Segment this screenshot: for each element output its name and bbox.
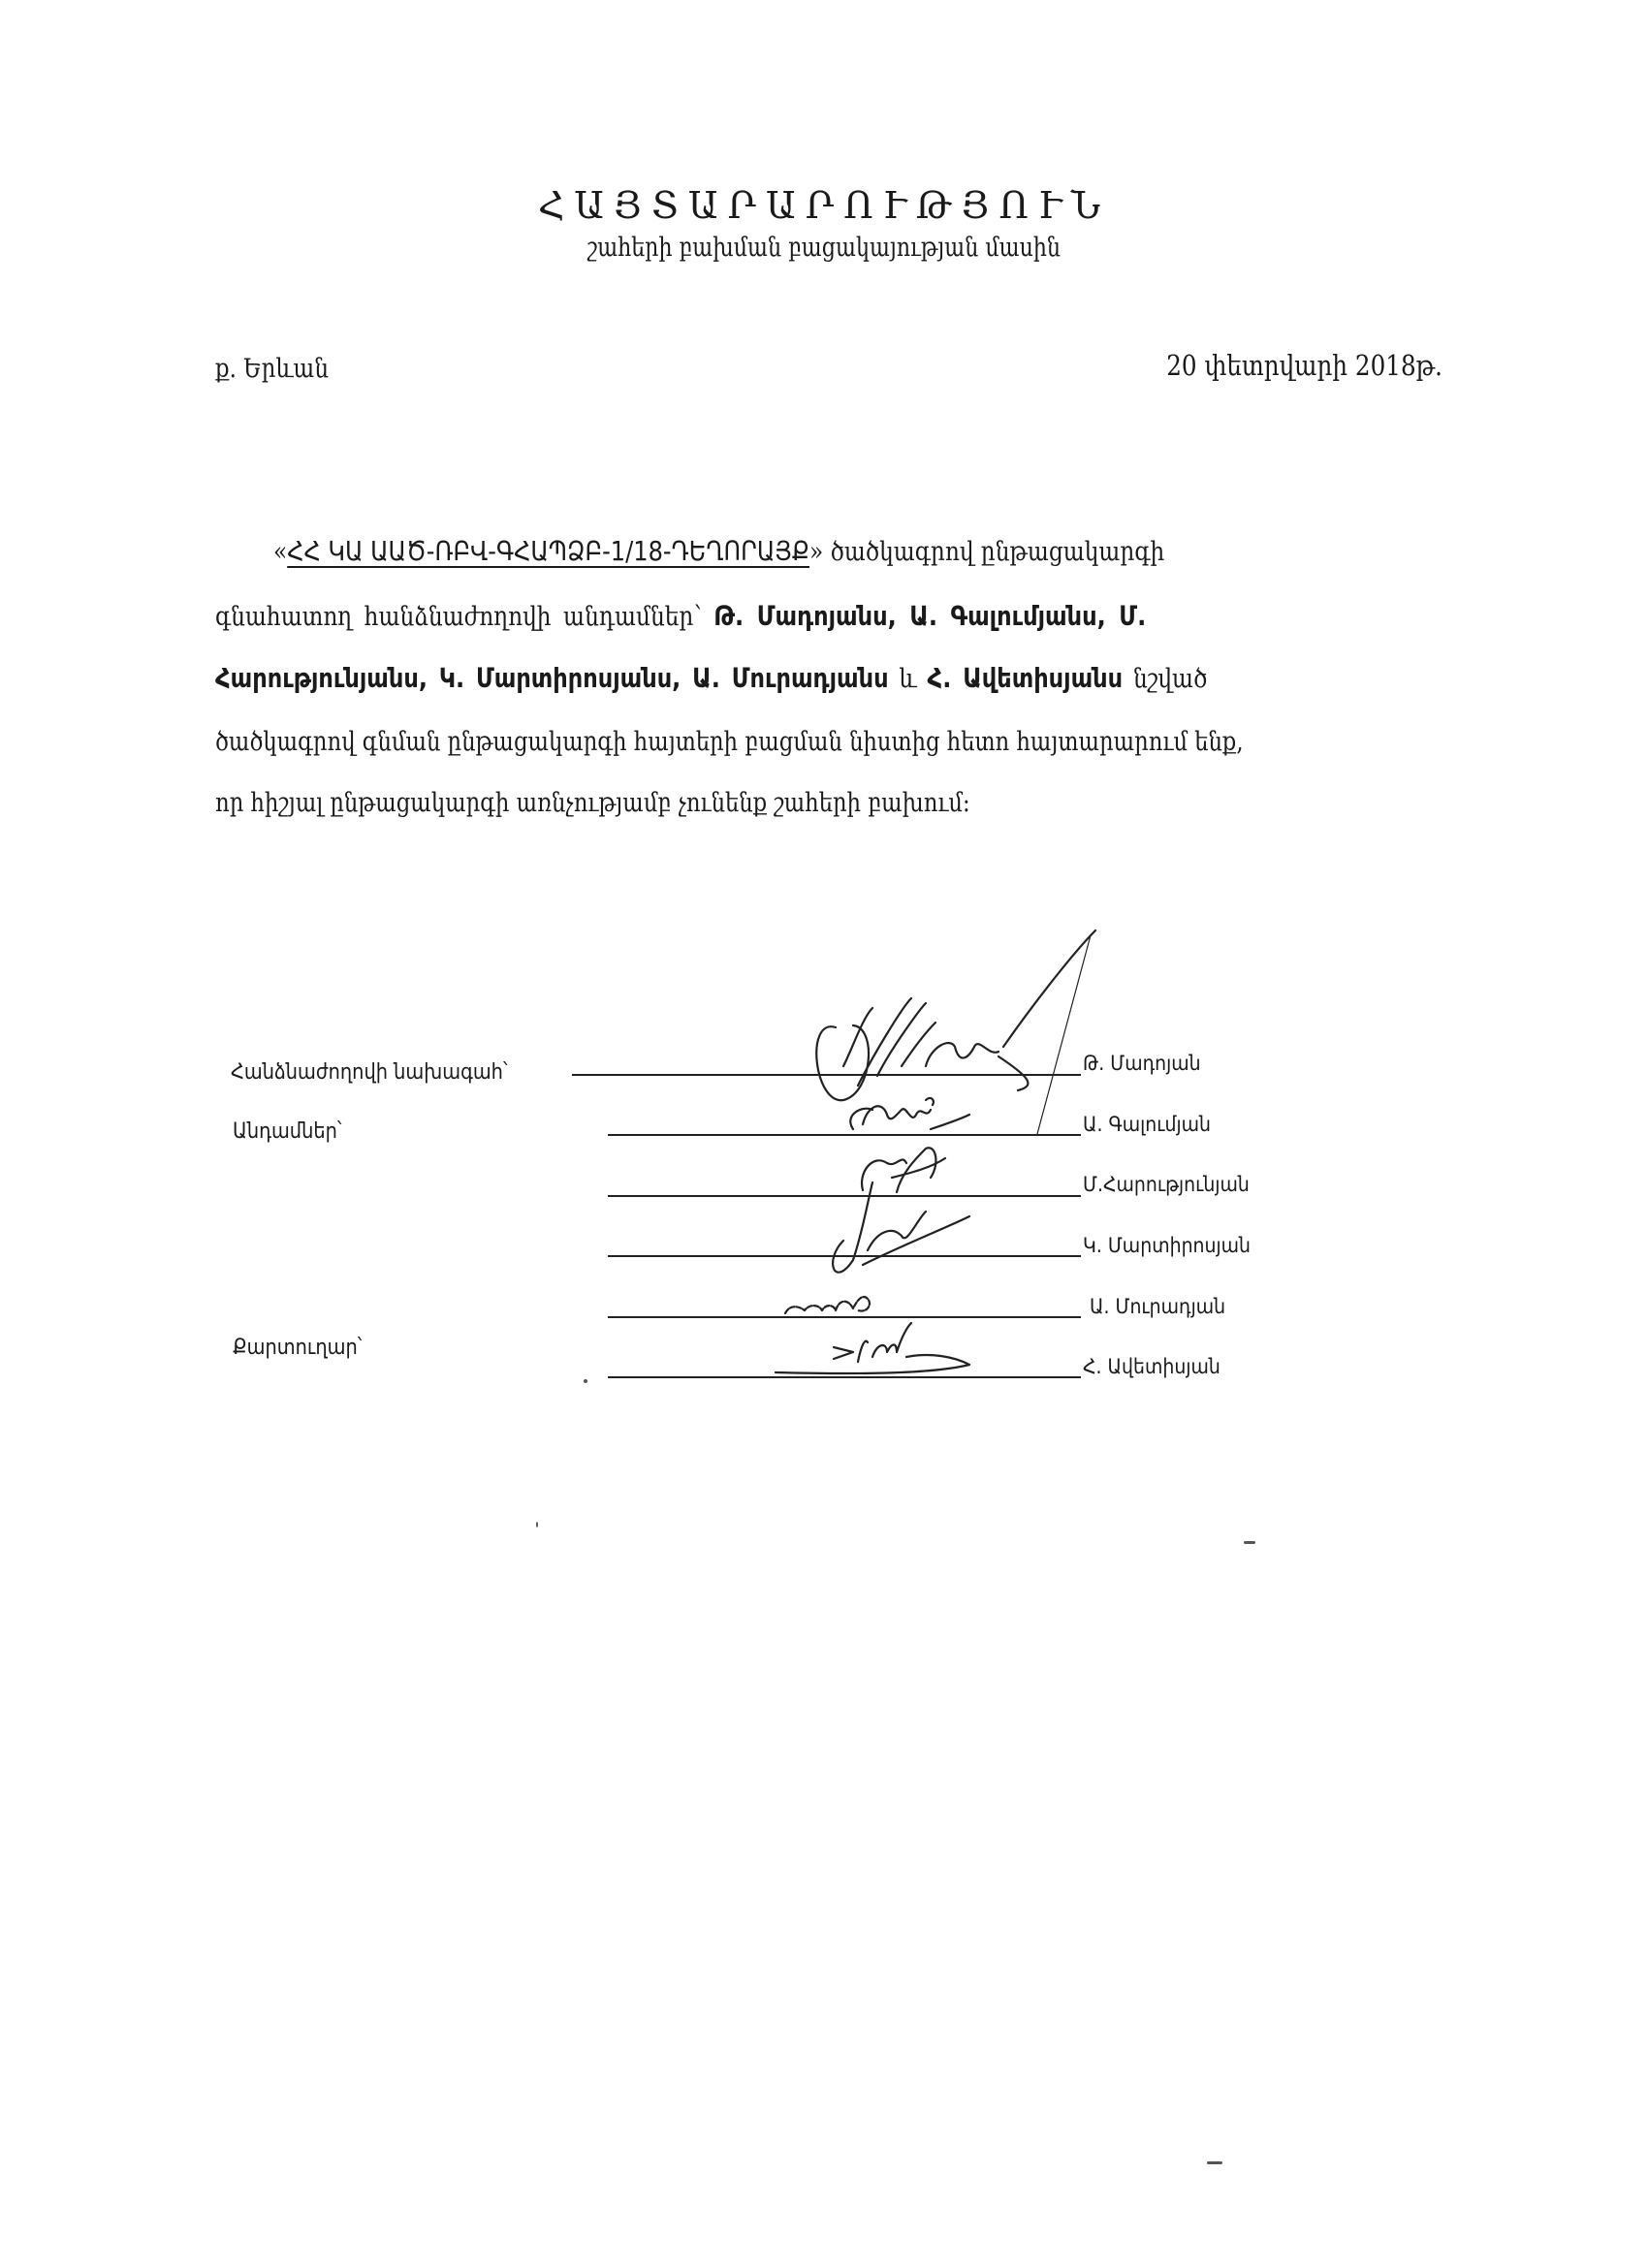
signatory-name-5: Ա. Մուրադյան (1090, 1295, 1226, 1318)
line3-tail: նշված (1132, 664, 1208, 694)
document-title: ՀԱՅՏԱՐԱՐՈՒԹՅՈՒՆ (537, 184, 1111, 227)
line1-tail: » ծածկագրով ընթացակարգի (809, 537, 1165, 567)
signature-line-secretary (608, 1376, 1081, 1378)
members-list-part-1: Թ. Մադոյանս, Ա. Գալումյանս, Մ. (713, 600, 1147, 632)
members-list-part-3: Հ. Ավետիսյանս (927, 662, 1124, 694)
scan-speck (584, 1379, 587, 1383)
signatory-name-1: Թ. Մադոյան (1083, 1052, 1201, 1075)
procurement-code: ՀՀ ԿԱ ԱԱԾ-ՌԲՎ-ԳՀԱՊՁԲ-1/18-ԴԵՂՈՐԱՅՔ (287, 535, 810, 567)
signature-member-1 (850, 1098, 969, 1129)
signature-member-2 (862, 1148, 945, 1192)
signature-line-member-1 (608, 1134, 1081, 1136)
secretary-label: Քարտուղար՝ (233, 1336, 363, 1360)
members-list-part-2: Հարությունյանս, Կ. Մարտիրոսյանս, Ա. Մուրադյանս (215, 662, 889, 694)
signature-secretary (776, 1323, 969, 1373)
body-line-1 (273, 535, 1332, 567)
body-line-4: ծածկագրով գնման ընթացակարգի հայտերի բացման նիստից հետո հայտարարում ենք, (215, 727, 1244, 757)
place-of-issue: ք. Երևան (215, 354, 329, 384)
body-line-3 (215, 662, 1274, 694)
signature-chair-long-stroke (1037, 935, 1091, 1134)
body-line-5: որ հիշյալ ընթացակարգի առնչությամբ չունենք շահերի բախում: (215, 788, 970, 818)
scan-speck (1244, 1541, 1255, 1544)
line2-start: գնահատող հանձնաժողովի անդամներ՝ (215, 602, 702, 632)
issue-date: 20 փետրվարի 2018թ. (1166, 349, 1442, 382)
signature-line-member-4 (608, 1316, 1081, 1318)
signatory-name-6: Հ. Ավետիսյան (1083, 1355, 1220, 1378)
signature-line-member-3 (608, 1255, 1081, 1257)
signature-member-4 (785, 1297, 870, 1313)
chair-label: Հանձնաժողովի նախագահ՝ (231, 1060, 508, 1085)
document-subtitle: շահերի բախման բացակայության մասին (586, 233, 1061, 263)
scan-speck (536, 1522, 538, 1528)
members-label: Անդամներ՝ (233, 1119, 342, 1144)
conjunction-and: և (899, 664, 917, 694)
signature-line-member-2 (608, 1195, 1081, 1197)
signatory-name-4: Կ. Մարտիրոսյան (1083, 1234, 1252, 1257)
signature-line-chair (572, 1074, 1081, 1076)
signatory-name-2: Ա. Գալումյան (1083, 1113, 1211, 1136)
open-quote: « (273, 537, 288, 567)
scan-speck (1207, 2161, 1222, 2164)
body-line-2 (215, 600, 1274, 632)
signatory-name-3: Մ.Հարությունյան (1083, 1173, 1250, 1196)
